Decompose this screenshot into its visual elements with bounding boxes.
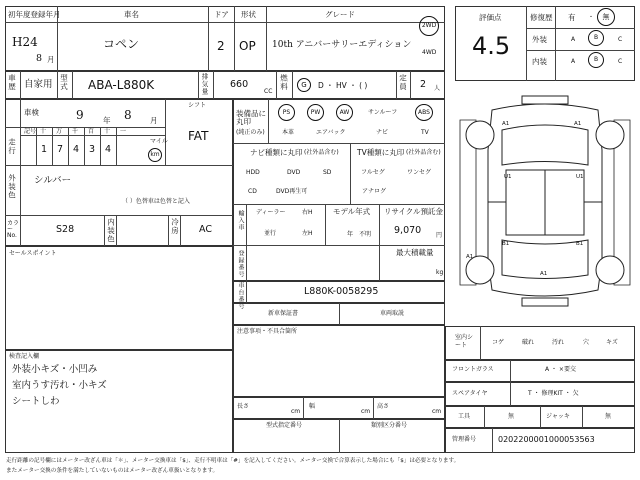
col-divider bbox=[555, 6, 556, 81]
col-divider bbox=[104, 215, 105, 246]
grade-label: グレード bbox=[325, 10, 355, 19]
mileage-digit-header: 千 bbox=[72, 128, 79, 135]
import-left: 左H bbox=[302, 230, 313, 237]
displacement-value: 660 bbox=[230, 79, 249, 90]
length-label: 長さ bbox=[237, 403, 250, 410]
col-divider bbox=[266, 6, 267, 71]
tv-analog: アナログ bbox=[362, 188, 387, 195]
notes-block bbox=[233, 325, 445, 397]
col-divider bbox=[57, 71, 58, 99]
navi-sub: (社外品含む) bbox=[304, 149, 339, 156]
col-divider bbox=[213, 71, 214, 99]
recycle-label: リサイクル預託金 bbox=[384, 207, 443, 216]
dimensions-row bbox=[233, 397, 445, 419]
col-divider bbox=[540, 406, 541, 428]
col-divider bbox=[165, 99, 166, 165]
mileage-label: 走行 bbox=[7, 138, 17, 155]
row-divider bbox=[233, 204, 445, 205]
col-divider bbox=[246, 245, 247, 281]
front-glass-value: A ・ ×要交 bbox=[545, 366, 576, 373]
front-glass-label: フロントガラス bbox=[452, 366, 494, 373]
width-label: 幅 bbox=[309, 403, 316, 410]
mileage-digit-header: 十 bbox=[40, 128, 47, 135]
col-divider bbox=[582, 406, 583, 428]
month-unit: 月 bbox=[47, 55, 55, 64]
mileage-digit: 3 bbox=[89, 144, 96, 155]
footer-note-1: 走行距離の記号欄にはメーター改ざん車は「＊」、メーター交換車は「$」、走行不明車は「#」を記入してください。メーター交換で合算表示した場合にも「$」は必要となります。 bbox=[6, 458, 460, 464]
sales-point-label: セールスポイント bbox=[9, 250, 57, 257]
col-divider bbox=[339, 303, 340, 325]
ac-label: 冷房 bbox=[170, 218, 180, 235]
mileage-unit-km-circled: km bbox=[148, 148, 162, 162]
category-label: 類別区分番号 bbox=[371, 422, 408, 429]
col-divider bbox=[396, 71, 397, 99]
col-divider bbox=[20, 99, 21, 246]
mark-b1-right: B1 bbox=[576, 241, 584, 247]
col-divider bbox=[480, 326, 481, 360]
first-reg-month: 8 bbox=[36, 53, 43, 64]
vehicle-row bbox=[5, 71, 445, 99]
capacity-label: 定員 bbox=[398, 74, 408, 91]
equip-abs-circled: ABS bbox=[415, 104, 433, 121]
mileage-digit-header: 万 bbox=[56, 128, 63, 135]
inspection-label: 車検 bbox=[24, 108, 39, 117]
model-value: ABA-L880K bbox=[88, 78, 155, 92]
recycle-value: 9,070 bbox=[394, 225, 422, 236]
navi-cd: CD bbox=[248, 188, 257, 195]
equip-navi: ナビ bbox=[376, 129, 389, 136]
exterior-note: （ ）色替車は色替と記入 bbox=[122, 198, 190, 205]
jack-value: 無 bbox=[605, 413, 612, 420]
col-divider bbox=[526, 6, 527, 81]
length-unit: cm bbox=[291, 408, 301, 415]
capacity-unit: 人 bbox=[434, 85, 441, 92]
score-value: 4.5 bbox=[472, 32, 511, 60]
mileage-col-divider bbox=[52, 127, 53, 165]
equipment-sub: (純正のみ) bbox=[236, 129, 265, 136]
interior-grade-label: 内装 bbox=[532, 57, 547, 66]
inspection-month-unit: 月 bbox=[150, 116, 158, 125]
header-divider bbox=[5, 22, 445, 23]
spare-tire-label: スペアタイヤ bbox=[452, 390, 488, 397]
col-divider bbox=[410, 71, 411, 99]
reg-type: 自家用 bbox=[24, 79, 53, 90]
color-code-label: カラーNo. bbox=[7, 220, 20, 239]
col-divider bbox=[379, 245, 380, 281]
mark-b1-left: B1 bbox=[502, 241, 510, 247]
equip-pw-circled: PW bbox=[307, 104, 324, 121]
equip-ps-circled: PS bbox=[278, 104, 295, 121]
chassis-value: L880K-0058295 bbox=[304, 286, 379, 297]
col-divider bbox=[198, 71, 199, 99]
mileage-digit: 7 bbox=[57, 144, 64, 155]
mark-a1-front-right: A1 bbox=[574, 121, 582, 127]
ext-grade-a: A bbox=[571, 36, 576, 43]
col-divider bbox=[234, 6, 235, 71]
shift-label: シフト bbox=[188, 102, 207, 109]
interior-color-label: 内装色 bbox=[106, 218, 116, 244]
import-dealer: ディーラー bbox=[256, 209, 286, 216]
spare-tire-value: T ・ 修理KIT ・ 欠 bbox=[528, 390, 579, 397]
first-reg-label: 初年度登録年月 bbox=[8, 10, 61, 19]
mileage-digit: 4 bbox=[105, 144, 112, 155]
exterior-label: 外装色 bbox=[7, 174, 17, 200]
height-unit: cm bbox=[432, 408, 442, 415]
col-divider bbox=[373, 397, 374, 419]
col-divider bbox=[510, 360, 511, 382]
inspector-note-3: シートしわ bbox=[12, 396, 60, 407]
row-divider bbox=[526, 28, 635, 29]
equip-aw-circled: AW bbox=[336, 104, 353, 121]
first-reg-year: H24 bbox=[12, 35, 38, 49]
mileage-col-divider bbox=[68, 127, 69, 165]
col-divider bbox=[168, 215, 169, 246]
mileage-col-divider bbox=[84, 127, 85, 165]
grade-value: 10th アニバーサリーエディション bbox=[272, 40, 412, 50]
type-cert-label: 型式指定番号 bbox=[266, 422, 303, 429]
mileage-digit-header: 記号 bbox=[24, 128, 37, 135]
mileage-digit-header: 一 bbox=[120, 128, 127, 135]
inspector-label: 検査記入欄 bbox=[9, 353, 40, 360]
tools-value: 無 bbox=[508, 413, 515, 420]
col-divider bbox=[246, 204, 247, 245]
fuel-gasoline-circled: G bbox=[297, 78, 311, 92]
import-parallel: 並行 bbox=[264, 230, 277, 237]
row-divider bbox=[5, 165, 233, 166]
repair-no-circled: 無 bbox=[597, 8, 615, 26]
vehicle-manual: 車両取説 bbox=[380, 310, 405, 317]
fuel-options: D ・ HV ・ ( ) bbox=[318, 81, 368, 90]
color-code-value: S28 bbox=[56, 224, 75, 235]
car-damage-diagram bbox=[452, 90, 638, 320]
int-grade-c: C bbox=[618, 58, 623, 65]
height-label: 高さ bbox=[377, 403, 390, 410]
doors-label: ドア bbox=[214, 10, 229, 19]
col-divider bbox=[379, 204, 380, 245]
doors-value: 2 bbox=[217, 39, 225, 53]
equip-sunroof: サンルーフ bbox=[368, 109, 398, 116]
mark-u1-left: U1 bbox=[504, 174, 512, 180]
fuel-label: 燃料 bbox=[279, 74, 289, 91]
mileage-digit-header: 十 bbox=[104, 128, 111, 135]
mileage-digit: 4 bbox=[73, 144, 80, 155]
tv-oneseg: ワンセグ bbox=[407, 169, 432, 176]
model-year-label: モデル年式 bbox=[333, 207, 371, 216]
import-right: 右H bbox=[302, 209, 313, 216]
inspection-year-unit: 年 bbox=[103, 116, 111, 125]
repair-yes: 有 bbox=[568, 13, 576, 22]
interior-seat-label: 室内シート bbox=[455, 334, 474, 349]
kg-unit: kg bbox=[436, 269, 444, 276]
drive-2wd-circled: 2WD bbox=[419, 16, 439, 36]
equipment-label: 装備品に丸印 bbox=[236, 109, 266, 127]
row-divider bbox=[5, 215, 233, 216]
mileage-digit-header: 百 bbox=[88, 128, 95, 135]
col-divider bbox=[208, 6, 209, 71]
tv-sub: (社外品含む) bbox=[406, 149, 441, 156]
col-divider bbox=[510, 382, 511, 406]
exterior-grade-label: 外装 bbox=[532, 35, 547, 44]
equip-airbag: エアバック bbox=[316, 129, 346, 136]
tools-label: 工具 bbox=[458, 413, 471, 420]
mileage-digit: 1 bbox=[41, 144, 48, 155]
car-name-label: 車名 bbox=[124, 10, 139, 19]
inspection-month: 8 bbox=[124, 108, 132, 122]
col-divider bbox=[292, 71, 293, 99]
new-warranty: 新車保証書 bbox=[268, 310, 299, 317]
navi-dvd: DVD bbox=[287, 169, 301, 176]
mark-u1-right: U1 bbox=[576, 174, 584, 180]
inspector-note-1: 外装小キズ・小凹み bbox=[12, 364, 98, 375]
mileage-col-divider bbox=[100, 127, 101, 165]
mark-a1-rear-left: A1 bbox=[466, 254, 474, 260]
row-divider bbox=[233, 143, 445, 144]
col-divider bbox=[350, 143, 351, 204]
mileage-col-divider bbox=[116, 127, 117, 165]
shape-value: OP bbox=[239, 39, 256, 53]
col-divider bbox=[180, 215, 181, 246]
col-divider bbox=[72, 71, 73, 99]
width-unit: cm bbox=[361, 408, 371, 415]
capacity-value: 2 bbox=[420, 79, 427, 90]
col-divider bbox=[116, 215, 117, 246]
shift-value: FAT bbox=[188, 129, 209, 143]
score-label: 評価点 bbox=[479, 13, 502, 22]
exterior-color: シルバー bbox=[34, 175, 72, 186]
import-label: 輸入車 bbox=[237, 210, 244, 231]
management-value: 0202200001000053563 bbox=[498, 435, 595, 444]
repair-label: 修復歴 bbox=[530, 13, 553, 22]
seat-burn: コゲ bbox=[492, 339, 505, 346]
navi-hdd: HDD bbox=[246, 169, 260, 176]
seat-dirt: 汚れ bbox=[552, 339, 565, 346]
mark-a1-front-left: A1 bbox=[502, 121, 510, 127]
col-divider bbox=[276, 71, 277, 99]
footer-note-2: またメーター交換の条件を満たしていないものはメーター改ざん車扱いとなります。 bbox=[6, 468, 219, 474]
inspection-year: 9 bbox=[76, 108, 84, 122]
yen-unit: 円 bbox=[436, 232, 443, 239]
equip-leather: 本革 bbox=[282, 129, 295, 136]
int-grade-a: A bbox=[571, 58, 576, 65]
seat-scratch: キズ bbox=[606, 339, 618, 346]
max-load-label: 最大積載量 bbox=[396, 248, 434, 257]
cc-unit: CC bbox=[264, 88, 273, 95]
navi-sd: SD bbox=[323, 169, 332, 176]
notes-label: 注意事項・不具合箇所 bbox=[237, 328, 298, 335]
seat-hole: 穴 bbox=[583, 339, 590, 346]
ext-grade-c: C bbox=[618, 36, 623, 43]
mileage-col-divider bbox=[36, 127, 37, 165]
col-divider bbox=[246, 281, 247, 303]
seat-tear: 破れ bbox=[522, 339, 535, 346]
int-grade-b-circled: B bbox=[588, 52, 604, 68]
mark-a1-rear-center: A1 bbox=[540, 271, 548, 277]
inspector-note-2: 室内うす汚れ・小キズ bbox=[12, 380, 107, 391]
model-year-value: 年 不明 bbox=[347, 231, 372, 238]
ext-grade-b-circled: B bbox=[588, 30, 604, 46]
row-divider bbox=[20, 135, 165, 136]
tv-fullseg: フルセグ bbox=[361, 169, 385, 176]
drive-4wd: 4WD bbox=[422, 49, 437, 56]
jack-label: ジャッキ bbox=[546, 413, 570, 420]
mileage-unit-mile: マイル bbox=[150, 138, 168, 145]
repair-sep: ・ bbox=[588, 14, 595, 21]
sales-point-block bbox=[5, 246, 233, 350]
row-divider bbox=[233, 245, 445, 246]
ac-value: AC bbox=[199, 224, 212, 235]
shape-label: 形状 bbox=[241, 10, 256, 19]
reg-label: 車歴 bbox=[7, 74, 17, 91]
tv-label: TV種類に丸印 bbox=[357, 148, 405, 157]
model-label: 型式 bbox=[59, 74, 69, 91]
management-label: 管理番号 bbox=[452, 436, 477, 443]
registration-label: 登録番号 bbox=[237, 250, 244, 278]
col-divider bbox=[484, 406, 485, 428]
car-name: コペン bbox=[103, 37, 140, 51]
navi-dvd-play: DVD再生可 bbox=[276, 188, 308, 195]
col-divider bbox=[20, 71, 21, 99]
navi-label: ナビ種類に丸印 bbox=[250, 148, 303, 157]
col-divider bbox=[325, 204, 326, 245]
col-divider bbox=[268, 99, 269, 143]
equip-tv: TV bbox=[421, 129, 429, 136]
col-divider bbox=[303, 397, 304, 419]
row-divider bbox=[526, 50, 635, 51]
displacement-label: 排気量 bbox=[200, 73, 209, 96]
chassis-label: 車台番号 bbox=[237, 282, 244, 310]
col-divider bbox=[492, 428, 493, 453]
col-divider bbox=[339, 419, 340, 453]
